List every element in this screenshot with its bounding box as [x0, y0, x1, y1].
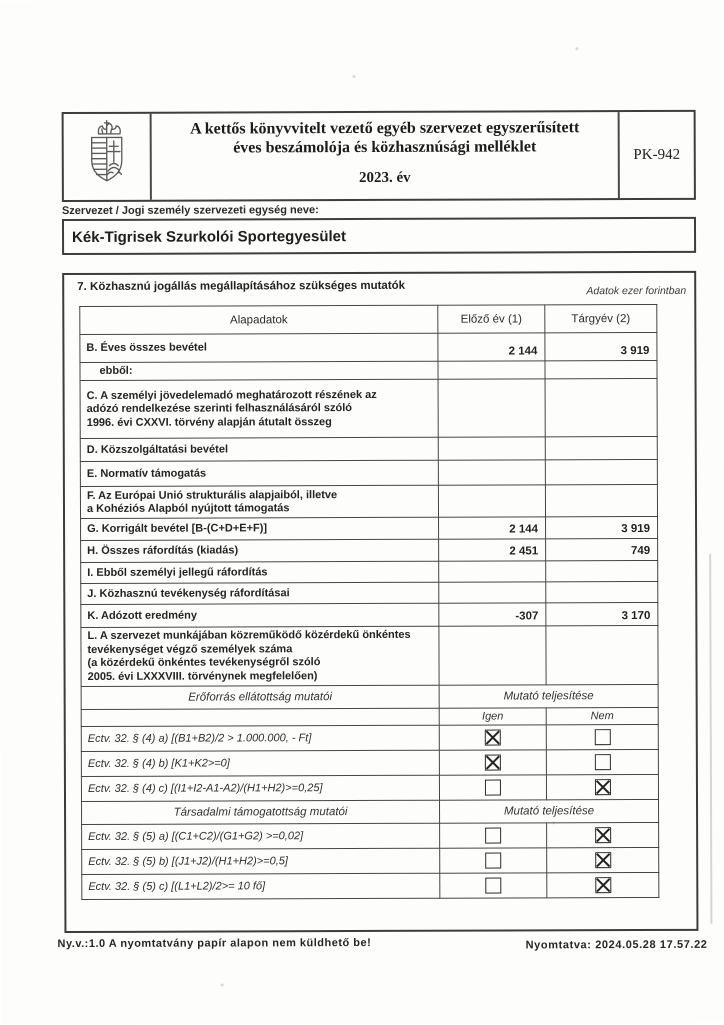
form-year: 2023. év [358, 170, 411, 187]
current-year-value [545, 460, 657, 485]
scan-speck [352, 75, 355, 78]
current-year-value [545, 485, 657, 517]
row-label: ebből: [80, 361, 438, 381]
current-year-value [545, 360, 657, 379]
checkbox-checked-icon [595, 827, 611, 843]
checkbox-checked-icon [595, 877, 611, 893]
form-code: PK-942 [633, 146, 681, 163]
section-header-label: Erőforrás ellátottság mutatói [81, 685, 439, 709]
section7-box [62, 271, 698, 933]
checkbox-checked-icon [595, 852, 611, 868]
indicator-label: Ectv. 32. § (4) c) [(I1+I2-A1-A2)/(H1+H2)>=0,25] [81, 775, 439, 801]
checkbox-unchecked-icon [594, 729, 610, 745]
no-checkbox-cell [547, 822, 659, 847]
indicator-label: Ectv. 32. § (4) b) [K1+K2>=0] [81, 750, 439, 776]
checkbox-unchecked-icon [594, 754, 610, 770]
previous-year-value [438, 485, 545, 517]
header-alapadatok: Alapadatok [80, 305, 438, 334]
checkbox-unchecked-icon [485, 779, 501, 795]
no-checkbox-cell [547, 872, 659, 897]
table-row [80, 437, 657, 462]
table-header-row [80, 304, 657, 334]
no-checkbox-cell [546, 774, 658, 799]
indicator-label: Ectv. 32. § (5) b) [(J1+J2)/(H1+H2)>=0,5] [82, 848, 440, 874]
table-row [80, 360, 657, 380]
table-row [80, 460, 657, 487]
previous-year-value [439, 582, 546, 603]
current-year-value: 3 919 [545, 332, 657, 360]
current-year-value: 3 170 [546, 603, 658, 626]
table-row [81, 517, 658, 541]
section7-title: 7. Közhasznú jogállás megállapításához szükséges mutatók [77, 279, 406, 293]
row-label: G. Korrigált bevétel [B-(C+D+E+F)] [81, 518, 439, 541]
form-title-block [152, 112, 618, 200]
yes-checkbox-cell [440, 873, 547, 898]
previous-year-value: -307 [439, 603, 546, 626]
resource-rows [81, 684, 658, 801]
row-label: K. Adózott eredmény [81, 604, 439, 628]
indicator-row [81, 749, 658, 776]
no-checkbox-cell [546, 724, 658, 749]
header-current-year: Tárgyév (2) [545, 304, 657, 332]
indicator-row [81, 724, 658, 751]
row-label: H. Összes ráfordítás (kiadás) [81, 540, 439, 563]
table-row [80, 379, 657, 439]
indicators-table [79, 304, 659, 900]
checkbox-unchecked-icon [485, 827, 501, 843]
organization-name-box [62, 217, 696, 255]
current-year-value [546, 626, 658, 685]
no-label: Nem [546, 707, 658, 724]
previous-year-value [439, 626, 546, 685]
row-label: F. Az Európai Unió strukturális alapjaiból, illetve a Kohéziós Alapból nyújtott támogatás [80, 486, 438, 519]
checkbox-checked-icon [485, 754, 501, 770]
coat-of-arms-cell [64, 114, 152, 200]
row-label: D. Közszolgáltatási bevétel [80, 438, 438, 462]
yes-checkbox-cell [440, 848, 547, 873]
social-rows [82, 799, 659, 899]
table-row [81, 561, 658, 584]
performance-header: Mutató teljesítése [440, 799, 659, 823]
yes-no-row [81, 707, 658, 726]
hungarian-coat-of-arms-icon [78, 119, 136, 195]
current-year-value [545, 379, 657, 437]
previous-year-value [438, 460, 545, 485]
organization-name: Kék-Tigrisek Szurkolói Sportegyesület [72, 227, 347, 246]
yes-checkbox-cell [440, 823, 547, 848]
table-row [81, 626, 658, 687]
no-checkbox-cell [547, 847, 659, 872]
table-row [81, 582, 658, 605]
footer-print-timestamp: Nyomtatva: 2024.05.28 17.57.22 [525, 938, 708, 952]
scan-speck [552, 821, 555, 824]
basic-rows [80, 332, 658, 686]
checkbox-unchecked-icon [485, 852, 501, 868]
yes-checkbox-cell [439, 775, 546, 800]
row-label: C. A személyi jövedelemadó meghatározott részének az adózó rendelkezése szerinti felhasználásáról szóló 1996. évi CXXVI. törvény alapján átutalt összeg [80, 380, 438, 439]
previous-year-value [438, 379, 545, 437]
checkbox-checked-icon [485, 729, 501, 745]
row-label: B. Éves összes bevétel [80, 333, 438, 362]
form-title-line1: A kettős könyvvitelt vezető egyéb szervezet egyszerűsített [190, 119, 580, 138]
scan-edge-artifact [709, 554, 712, 924]
section-header-label: Társadalmi támogatottság mutatói [82, 800, 440, 824]
header-previous-year: Előző év (1) [438, 305, 545, 333]
table-row [81, 539, 658, 563]
scan-speck [575, 47, 578, 50]
form-code-cell [618, 112, 694, 198]
yes-checkbox-cell [439, 750, 546, 775]
indicator-row [82, 872, 659, 899]
previous-year-value: 2 451 [439, 539, 546, 561]
table-row [81, 603, 658, 628]
section-header-row [82, 799, 659, 824]
current-year-value: 3 919 [546, 517, 658, 539]
indicator-row [82, 847, 659, 874]
unit-note: Adatok ezer forintban [586, 284, 687, 298]
previous-year-value [438, 361, 545, 380]
footer-version-note: Ny.v.:1.0 A nyomtatvány papír alapon nem küldhető be! [57, 936, 372, 951]
previous-year-value: 2 144 [439, 517, 546, 539]
section-header-row [81, 684, 658, 709]
yes-checkbox-cell [439, 725, 546, 750]
form-title-line2: éves beszámolója és közhasznúsági melléklet [233, 138, 537, 157]
row-label: I. Ebből személyi jellegű ráfordítás [81, 562, 439, 584]
previous-year-value: 2 144 [438, 333, 545, 361]
indicator-row [81, 774, 658, 801]
row-label: J. Közhasznú tevékenység ráfordításai [81, 583, 439, 605]
current-year-value [546, 582, 658, 603]
current-year-value: 749 [546, 539, 658, 561]
indicator-label: Ectv. 32. § (5) a) [(C1+C2)/(G1+G2) >=0,02] [82, 823, 440, 849]
current-year-value [546, 561, 658, 582]
table-row [80, 332, 657, 362]
row-label: E. Normatív támogatás [80, 461, 438, 487]
indicator-row [82, 822, 659, 849]
row-label: L. A szervezet munkájában közreműködő közérdekű önkéntes tevékenységet végző személyek száma (a közérdekű önkéntes tevékenységről szóló 2005. évi LXXXVIII. törvénynek megfelelően) [81, 627, 439, 687]
no-checkbox-cell [546, 749, 658, 774]
current-year-value [545, 437, 657, 460]
previous-year-value [438, 437, 545, 460]
form-header [62, 110, 696, 202]
previous-year-value [439, 561, 546, 582]
organization-name-label: Szervezet / Jogi személy szervezeti egység neve: [61, 204, 319, 218]
indicator-label: Ectv. 32. § (4) a) [(B1+B2)/2 > 1.000.000, - Ft] [81, 725, 439, 751]
checkbox-unchecked-icon [485, 877, 501, 893]
yes-label: Igen [439, 708, 546, 725]
checkbox-checked-icon [594, 779, 610, 795]
table-row [80, 485, 657, 519]
performance-header: Mutató teljesítése [439, 684, 658, 708]
scan-speck [221, 983, 224, 986]
indicator-label: Ectv. 32. § (5) c) [(L1+L2)/2>= 10 fő] [82, 873, 440, 899]
